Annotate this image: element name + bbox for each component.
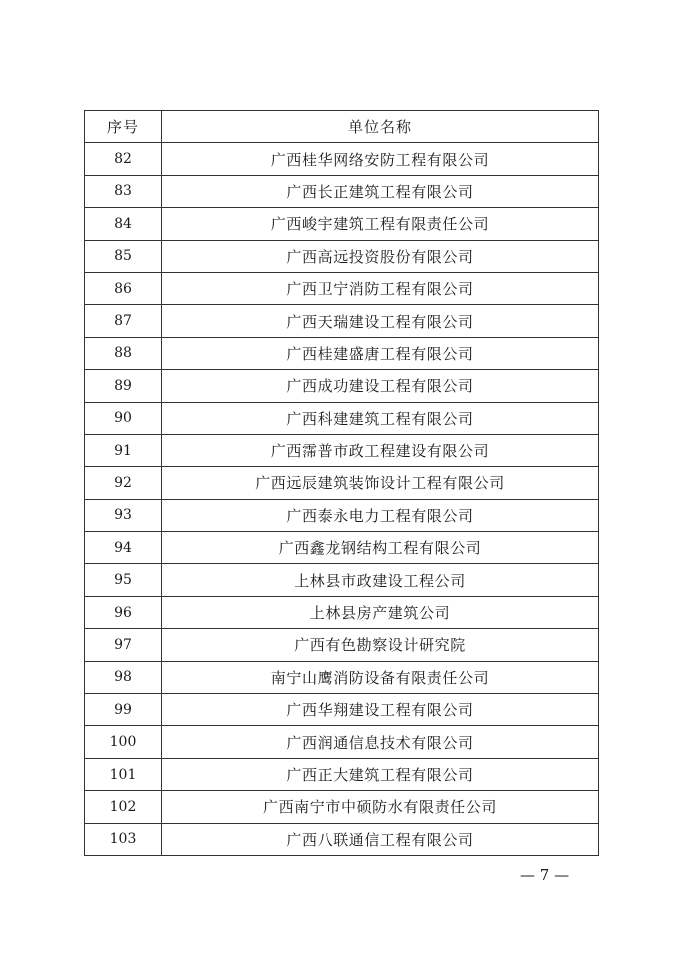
unit-name-cell: 广西泰永电力工程有限公司 — [162, 499, 599, 531]
unit-name-cell: 上林县房产建筑公司 — [162, 596, 599, 628]
table-row — [85, 208, 599, 240]
table-row — [85, 532, 599, 564]
unit-name-cell: 广西霈普市政工程建设有限公司 — [162, 434, 599, 466]
table-body — [85, 143, 599, 856]
serial-number-cell: 83 — [85, 175, 162, 207]
unit-name-cell: 广西八联通信工程有限公司 — [162, 823, 599, 855]
unit-name-cell: 广西成功建设工程有限公司 — [162, 370, 599, 402]
serial-number-cell: 92 — [85, 467, 162, 499]
header-serial-number: 序号 — [85, 111, 162, 143]
header-unit-name: 单位名称 — [162, 111, 599, 143]
unit-name-cell: 广西远辰建筑装饰设计工程有限公司 — [162, 467, 599, 499]
table-row — [85, 661, 599, 693]
table-row — [85, 629, 599, 661]
unit-name-cell: 广西科建建筑工程有限公司 — [162, 402, 599, 434]
table-row — [85, 272, 599, 304]
table-row — [85, 791, 599, 823]
page-number: — 7 — — [520, 866, 570, 884]
unit-name-cell: 广西润通信息技术有限公司 — [162, 726, 599, 758]
serial-number-cell: 101 — [85, 758, 162, 790]
table-row — [85, 337, 599, 369]
serial-number-cell: 89 — [85, 370, 162, 402]
unit-name-cell: 广西华翔建设工程有限公司 — [162, 694, 599, 726]
table-row — [85, 758, 599, 790]
serial-number-cell: 93 — [85, 499, 162, 531]
serial-number-cell: 84 — [85, 208, 162, 240]
serial-number-cell: 99 — [85, 694, 162, 726]
table-row — [85, 467, 599, 499]
serial-number-cell: 85 — [85, 240, 162, 272]
serial-number-cell: 90 — [85, 402, 162, 434]
unit-name-cell: 上林县市政建设工程公司 — [162, 564, 599, 596]
table-row — [85, 240, 599, 272]
table-row — [85, 499, 599, 531]
unit-name-cell: 广西正大建筑工程有限公司 — [162, 758, 599, 790]
serial-number-cell: 103 — [85, 823, 162, 855]
serial-number-cell: 86 — [85, 272, 162, 304]
serial-number-cell: 97 — [85, 629, 162, 661]
serial-number-cell: 88 — [85, 337, 162, 369]
serial-number-cell: 94 — [85, 532, 162, 564]
unit-name-cell: 广西高远投资股份有限公司 — [162, 240, 599, 272]
serial-number-cell: 95 — [85, 564, 162, 596]
table-row — [85, 823, 599, 855]
serial-number-cell: 100 — [85, 726, 162, 758]
table-row — [85, 596, 599, 628]
table-row — [85, 370, 599, 402]
table-header-row — [85, 111, 599, 143]
unit-name-cell: 南宁山鹰消防设备有限责任公司 — [162, 661, 599, 693]
table-row — [85, 402, 599, 434]
unit-name-cell: 广西桂建盛唐工程有限公司 — [162, 337, 599, 369]
serial-number-cell: 102 — [85, 791, 162, 823]
serial-number-cell: 87 — [85, 305, 162, 337]
unit-name-cell: 广西长正建筑工程有限公司 — [162, 175, 599, 207]
table-row — [85, 564, 599, 596]
unit-name-cell: 广西峻宇建筑工程有限责任公司 — [162, 208, 599, 240]
serial-number-cell: 98 — [85, 661, 162, 693]
unit-name-cell: 广西天瑞建设工程有限公司 — [162, 305, 599, 337]
table-row — [85, 305, 599, 337]
table-row — [85, 694, 599, 726]
serial-number-cell: 91 — [85, 434, 162, 466]
unit-name-cell: 广西桂华网络安防工程有限公司 — [162, 143, 599, 175]
unit-name-cell: 广西卫宁消防工程有限公司 — [162, 272, 599, 304]
table-row — [85, 143, 599, 175]
table-row — [85, 434, 599, 466]
table-row — [85, 726, 599, 758]
unit-name-cell: 广西鑫龙钢结构工程有限公司 — [162, 532, 599, 564]
unit-list-table — [84, 110, 599, 856]
table-row — [85, 175, 599, 207]
serial-number-cell: 82 — [85, 143, 162, 175]
unit-name-cell: 广西南宁市中硕防水有限责任公司 — [162, 791, 599, 823]
serial-number-cell: 96 — [85, 596, 162, 628]
unit-name-cell: 广西有色勘察设计研究院 — [162, 629, 599, 661]
